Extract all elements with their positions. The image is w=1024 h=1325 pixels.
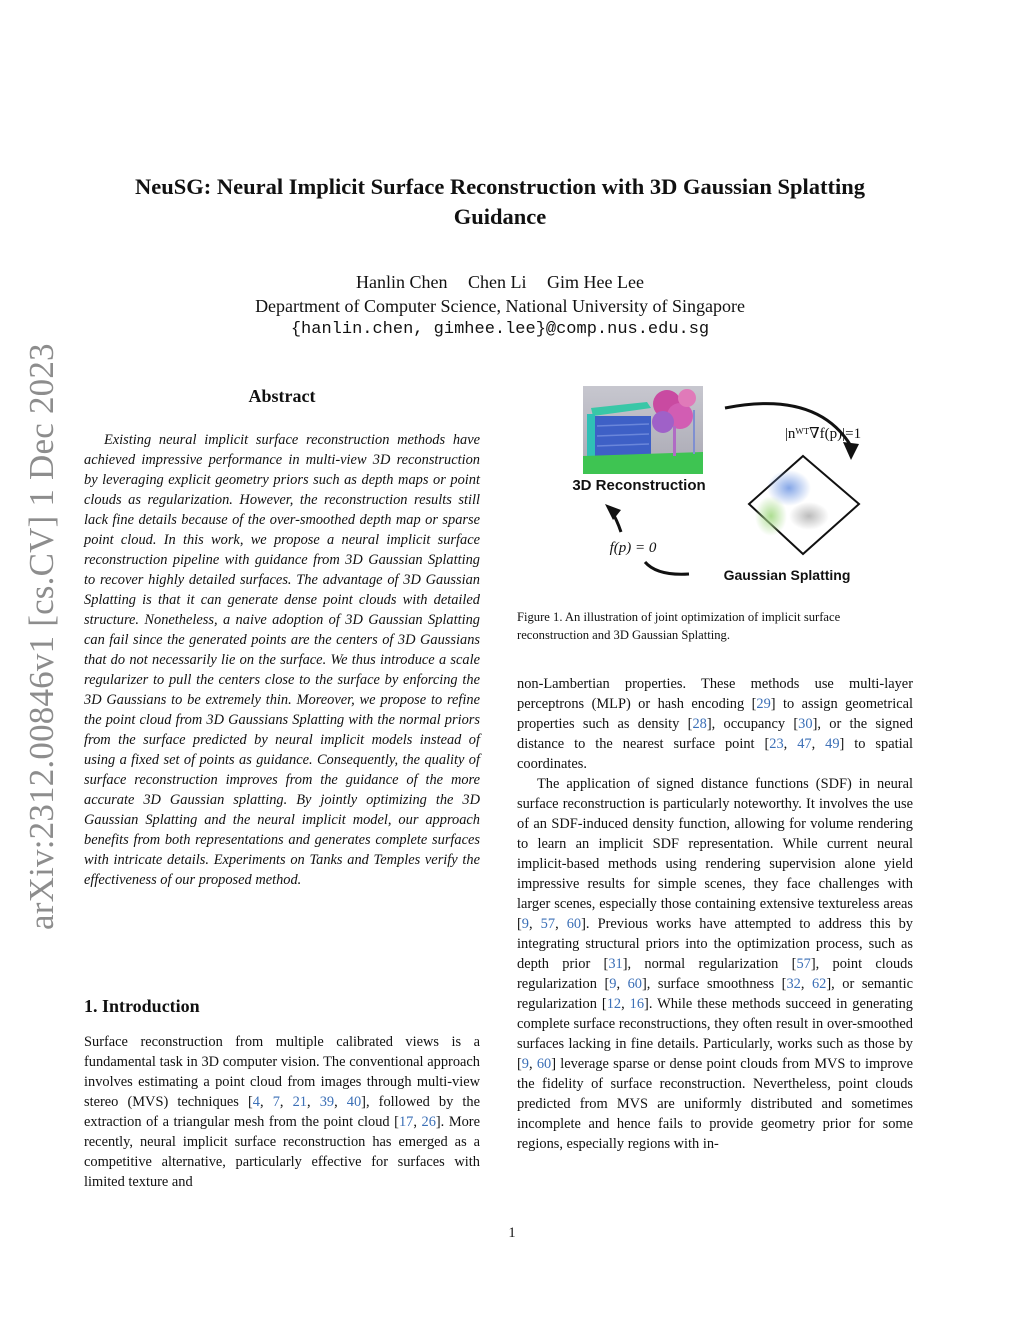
- author-name: Chen Li: [468, 272, 527, 292]
- introduction-paragraph: Surface reconstruction from multiple calibrated views is a fundamental task in 3D computer vision. The conventional approach involves estimating a point cloud from images through multi-view stereo (MVS) techniques [4, 7, 21, 39, 40], followed by the extraction of a triangular mesh from the point cloud [17, 26]. More recently, neural implicit surface reconstruction has emerged as a competitive alternative, particularly effective for surfaces with limited texture and: [84, 1034, 480, 1190]
- citation-link[interactable]: 26: [421, 1114, 436, 1130]
- citation-link[interactable]: 32: [786, 976, 801, 992]
- citation-link[interactable]: 57: [540, 916, 556, 932]
- label-3d-reconstruction: 3D Reconstruction: [572, 477, 706, 494]
- citation-link[interactable]: 9: [521, 916, 529, 932]
- reconstruction-render-image: [583, 386, 703, 474]
- citation-link[interactable]: 4: [252, 1094, 260, 1110]
- citation-link[interactable]: 49: [825, 736, 840, 752]
- citation-link[interactable]: 57: [796, 956, 811, 972]
- citation-link[interactable]: 39: [319, 1094, 335, 1110]
- citation-link[interactable]: 31: [608, 956, 623, 972]
- citation-link[interactable]: 60: [627, 976, 642, 992]
- figure-1: [517, 380, 913, 600]
- author-list: [90, 270, 910, 294]
- citation-link[interactable]: 9: [521, 1056, 529, 1072]
- citation-link[interactable]: 16: [629, 996, 645, 1012]
- citation-link[interactable]: 28: [692, 716, 707, 732]
- page-number: 1: [508, 1225, 516, 1241]
- citation-link[interactable]: 40: [346, 1094, 362, 1110]
- citation-link[interactable]: 12: [606, 996, 622, 1012]
- citation-link[interactable]: 47: [797, 736, 812, 752]
- affiliation: Department of Computer Science, National University of Singapore: [255, 296, 745, 316]
- citation-link[interactable]: 30: [798, 716, 813, 732]
- author-emails[interactable]: {hanlin.chen, gimhee.lee}@comp.nus.edu.sg: [290, 320, 710, 339]
- arxiv-identifier: arXiv:2312.00846v1 [cs.CV] 1 Dec 2023: [22, 343, 61, 930]
- citation-link[interactable]: 62: [811, 976, 827, 992]
- figure-caption: Figure 1. An illustration of joint optimization of implicit surface reconstruction and 3D Gaussian Splatting.: [517, 610, 841, 642]
- author-name: Hanlin Chen: [356, 272, 448, 292]
- abstract-heading: Abstract: [248, 386, 316, 406]
- author-name: Gim Hee Lee: [547, 272, 644, 292]
- equation-sdf-zero: f(p) = 0: [609, 540, 657, 556]
- section-heading-introduction: 1. Introduction: [84, 996, 200, 1016]
- right-paragraph-1: non-Lambertian properties. These methods use multi-layer perceptrons (MLP) or hash encoding [29] to assign geometrical properties such as density [28], occupancy [30], or the signed distance to the nearest surface point [23, 47, 49] to spatial coordinates.: [517, 676, 913, 772]
- equation-normal-constraint: |nᵂᵀ∇f(p)|=1: [784, 426, 862, 442]
- right-paragraph-2: The application of signed distance functions (SDF) in neural surface reconstruction is particularly noteworthy. It involves the use of an SDF-induced density function, allowing for volume rendering to learn an implicit SDF representation. While current neural implicit-based methods using rendering supervision alone yield impressive results for simple scenes, they face challenges with larger scenes, especially those containing extensive textureless areas [9, 57, 60]. Previous works have attempted to address this by integrating structural priors into the optimization process, such as depth prior [31], normal regularization [57], point clouds regularization [9, 60], surface smoothness [32, 62], or semantic regularization [12, 16]. While these methods succeed in generating complete surface reconstructions, they often result in over-smoothed surfaces lacking in fine details. Particularly, works such as those by [9, 60] leverage sparse or dense point clouds from MVS to improve the fidelity of surface reconstruction. Nevertheless, point clouds predicted from MVS are uniformly distributed and sometimes incomplete and hence fails to provide geometry prior for some regions, especially regions with in-: [517, 776, 914, 1152]
- citation-link[interactable]: 23: [769, 736, 784, 752]
- citation-link[interactable]: 9: [609, 976, 617, 992]
- citation-link[interactable]: 7: [272, 1094, 280, 1110]
- citation-link[interactable]: 60: [566, 916, 582, 932]
- paper-title: NeuSG: Neural Implicit Surface Reconstruction with 3D Gaussian Splatting Guidance: [134, 174, 866, 229]
- citation-link[interactable]: 29: [756, 696, 771, 712]
- citation-link[interactable]: 17: [398, 1114, 414, 1130]
- label-gaussian-splatting: Gaussian Splatting: [723, 567, 851, 583]
- figure-diagram: [517, 380, 913, 600]
- gaussian-diamond-icon: [749, 456, 859, 554]
- citation-link[interactable]: 21: [292, 1094, 307, 1110]
- right-column-text: [517, 674, 913, 1154]
- abstract-text: Existing neural implicit surface reconstruction methods have achieved impressive performance in multi-view 3D reconstruction by leveraging explicit geometry priors such as depth maps or point clouds as regularization. However, the reconstruction results still lack fine details because of the over-smoothed depth map or sparse point cloud. In this work, we propose a neural implicit surface reconstruction pipeline with guidance from 3D Gaussian Splatting to recover highly detailed surfaces. The advantage of 3D Gaussian Splatting is that it can generate dense point clouds with detailed structure. Nonetheless, a naive adoption of 3D Gaussian Splatting can fail since the generated points are the centers of 3D Gaussians that do not necessarily lie on the surface. We thus introduce a scale regularizer to pull the centers close to the surface by enforcing the 3D Gaussians to be extremely thin. Moreover, we propose to refine the point cloud from 3D Gaussians Splatting with the normal priors from the surface predicted by neural implicit models instead of using a fixed set of points as guidance. Consequently, the quality of surface reconstruction improves from the guidance of the more accurate 3D Gaussian splatting. By jointly optimizing the 3D Gaussian Splatting and the neural implicit model, our approach benefits from both representations and generates complete surfaces with intricate details. Experiments on Tanks and Temples verify the effectiveness of our proposed method.: [84, 432, 480, 888]
- citation-link[interactable]: 60: [536, 1056, 552, 1072]
